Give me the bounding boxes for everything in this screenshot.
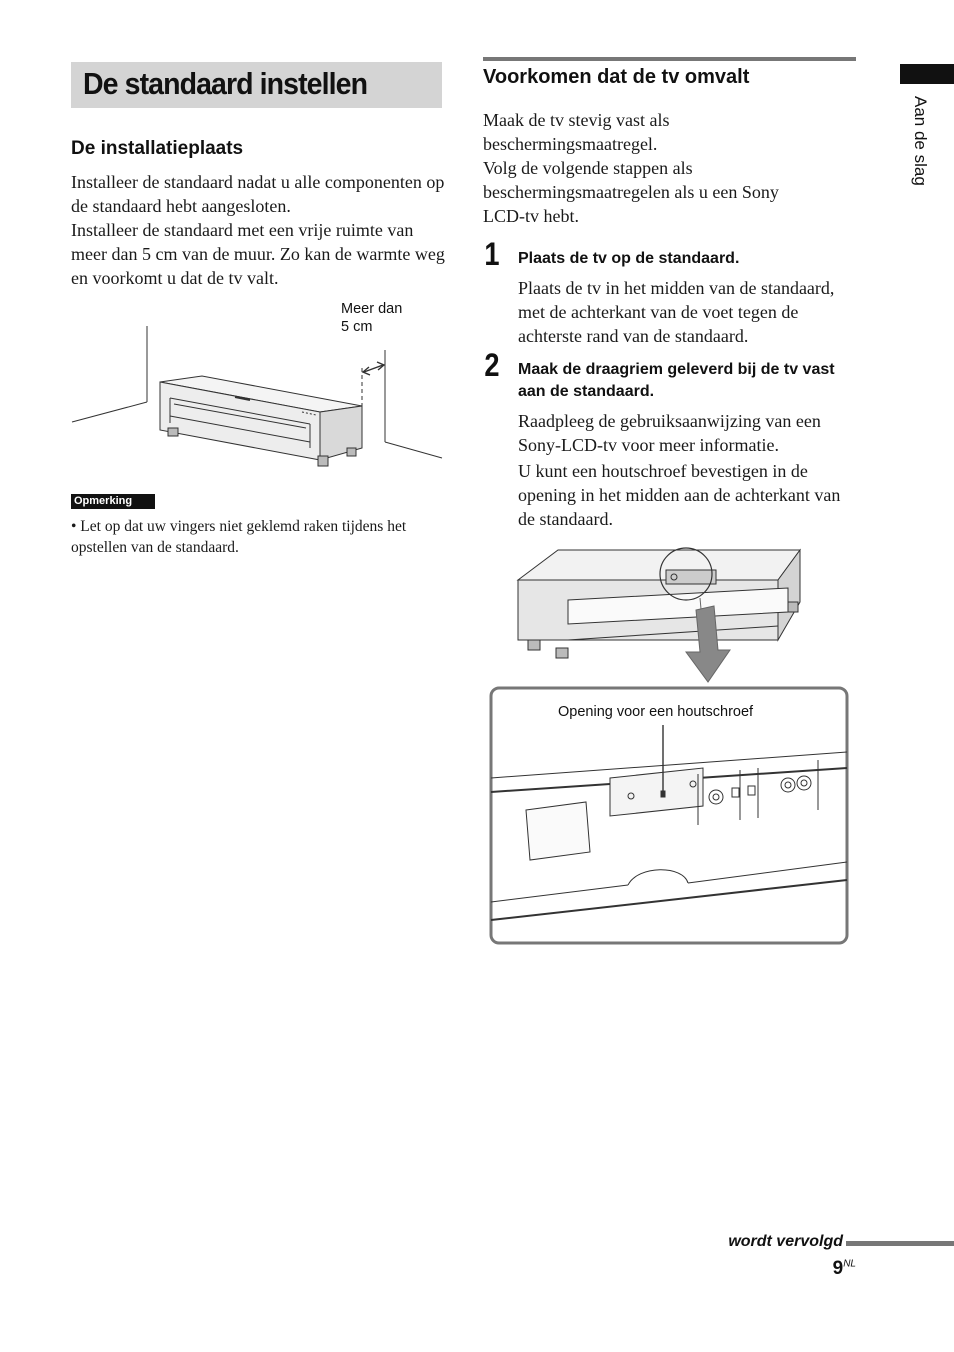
installation-text bbox=[71, 170, 445, 290]
page-number bbox=[780, 1258, 856, 1280]
note-badge: Opmerking bbox=[71, 494, 155, 509]
clearance-label-line-2: 5 cm bbox=[341, 319, 373, 335]
step-1-title: Plaats de tv op de standaard. bbox=[518, 250, 740, 267]
side-tab-label: Aan de slag bbox=[911, 96, 930, 186]
step-1-number: 1 bbox=[484, 236, 500, 272]
installation-paragraph-2: Installeer de standaard met een vrije ruimte van meer dan 5 cm van de muur. Zo kan de warmte weg en voorkomt u dat de tv valt. bbox=[71, 220, 445, 288]
note-text: • Let op dat uw vingers niet geklemd raken tijdens het opstellen van de standaard. bbox=[71, 518, 407, 556]
step-2-title: Maak de draagriem geleverd bij de tv vast aan de standaard. bbox=[518, 361, 835, 400]
stand-screw-illustration bbox=[488, 540, 854, 950]
installation-paragraph-1: Installeer de standaard nadat u alle componenten op de standaard hebt aangesloten. bbox=[71, 172, 445, 216]
continued-bar bbox=[846, 1241, 954, 1246]
prevent-tipping-intro bbox=[483, 108, 813, 228]
continued-label: wordt vervolgd bbox=[728, 1233, 843, 1250]
step-2-text-1: Raadpleeg de gebruiksaanwijzing van een Sony-LCD-tv voor meer informatie. bbox=[518, 411, 821, 455]
clearance-label-line-1: Meer dan bbox=[341, 301, 403, 317]
step-2-text-2: U kunt een houtschroef bevestigen in de opening in het midden aan de achterkant van de standaard. bbox=[518, 461, 841, 529]
page-title: De standaard instellen bbox=[83, 66, 368, 101]
section-rule bbox=[483, 57, 856, 61]
stand-wall-illustration bbox=[70, 320, 445, 480]
page-title-box bbox=[71, 62, 442, 108]
section-heading-prevent-tipping: Voorkomen dat de tv omvalt bbox=[483, 66, 750, 88]
step-2-number: 2 bbox=[484, 347, 500, 383]
page-number-value: 9 bbox=[832, 1258, 844, 1279]
section-heading-installation-place: De installatieplaats bbox=[71, 138, 244, 159]
page-number-suffix: NL bbox=[843, 1258, 856, 1270]
step-1-text: Plaats de tv in het midden van de standaard, met de achterkant van de voet tegen de achterste rand van de standaard. bbox=[518, 278, 835, 346]
intro-paragraph-2: Volg de volgende stappen als beschermingsmaatregelen als u een Sony LCD-tv hebt. bbox=[483, 158, 779, 226]
intro-paragraph-1: Maak de tv stevig vast als beschermingsmaatregel. bbox=[483, 110, 670, 154]
side-tab-marker bbox=[900, 64, 954, 84]
screw-opening-label: Opening voor een houtschroef bbox=[558, 704, 754, 720]
